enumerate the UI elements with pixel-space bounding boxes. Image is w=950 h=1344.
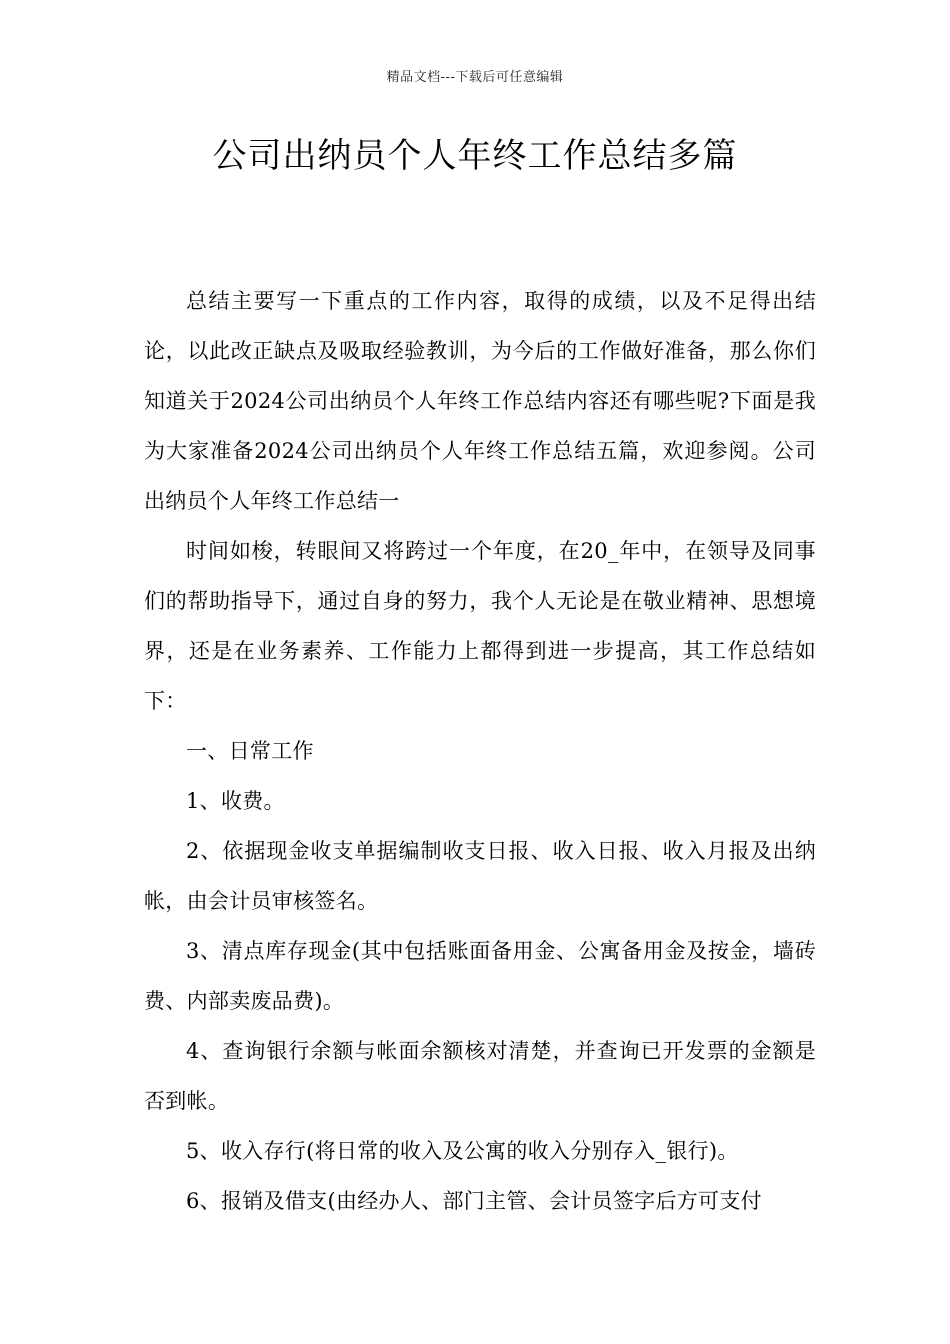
list-item: 4、查询银行余额与帐面余额核对清楚，并查询已开发票的金额是否到帐。 <box>144 1039 816 1113</box>
list-item: 3、清点库存现金(其中包括账面备用金、公寓备用金及按金，墙砖费、内部卖废品费)。 <box>144 939 816 1013</box>
opening-paragraph: 时间如梭，转眼间又将跨过一个年度，在20_年中，在领导及同事们的帮助指导下，通过自身的努力，我个人无论是在敬业精神、思想境界，还是在业务素养、工作能力上都得到进一步提高，其工作总结如下： <box>144 539 816 713</box>
list-item: 2、依据现金收支单据编制收支日报、收入日报、收入月报及出纳帐，由会计员审核签名。 <box>144 839 816 913</box>
list-item: 5、收入存行(将日常的收入及公寓的收入分别存入_银行)。 <box>186 1139 739 1163</box>
list-item: 1、收费。 <box>186 789 285 813</box>
document-body <box>144 276 816 1226</box>
intro-paragraph: 总结主要写一下重点的工作内容，取得的成绩，以及不足得出结论，以此改正缺点及吸取经验教训，为今后的工作做好准备，那么你们知道关于2024公司出纳员个人年终工作总结内容还有哪些呢?下面是我为大家准备2024公司出纳员个人年终工作总结五篇，欢迎参阅。公司出纳员个人年终工作总结一 <box>144 289 816 513</box>
document-title: 公司出纳员个人年终工作总结多篇 <box>212 136 738 176</box>
section-heading: 一、日常工作 <box>186 739 314 763</box>
header-note: 精品文档---下载后可任意编辑 <box>386 70 564 85</box>
list-item: 6、报销及借支(由经办人、部门主管、会计员签字后方可支付 <box>186 1189 762 1213</box>
